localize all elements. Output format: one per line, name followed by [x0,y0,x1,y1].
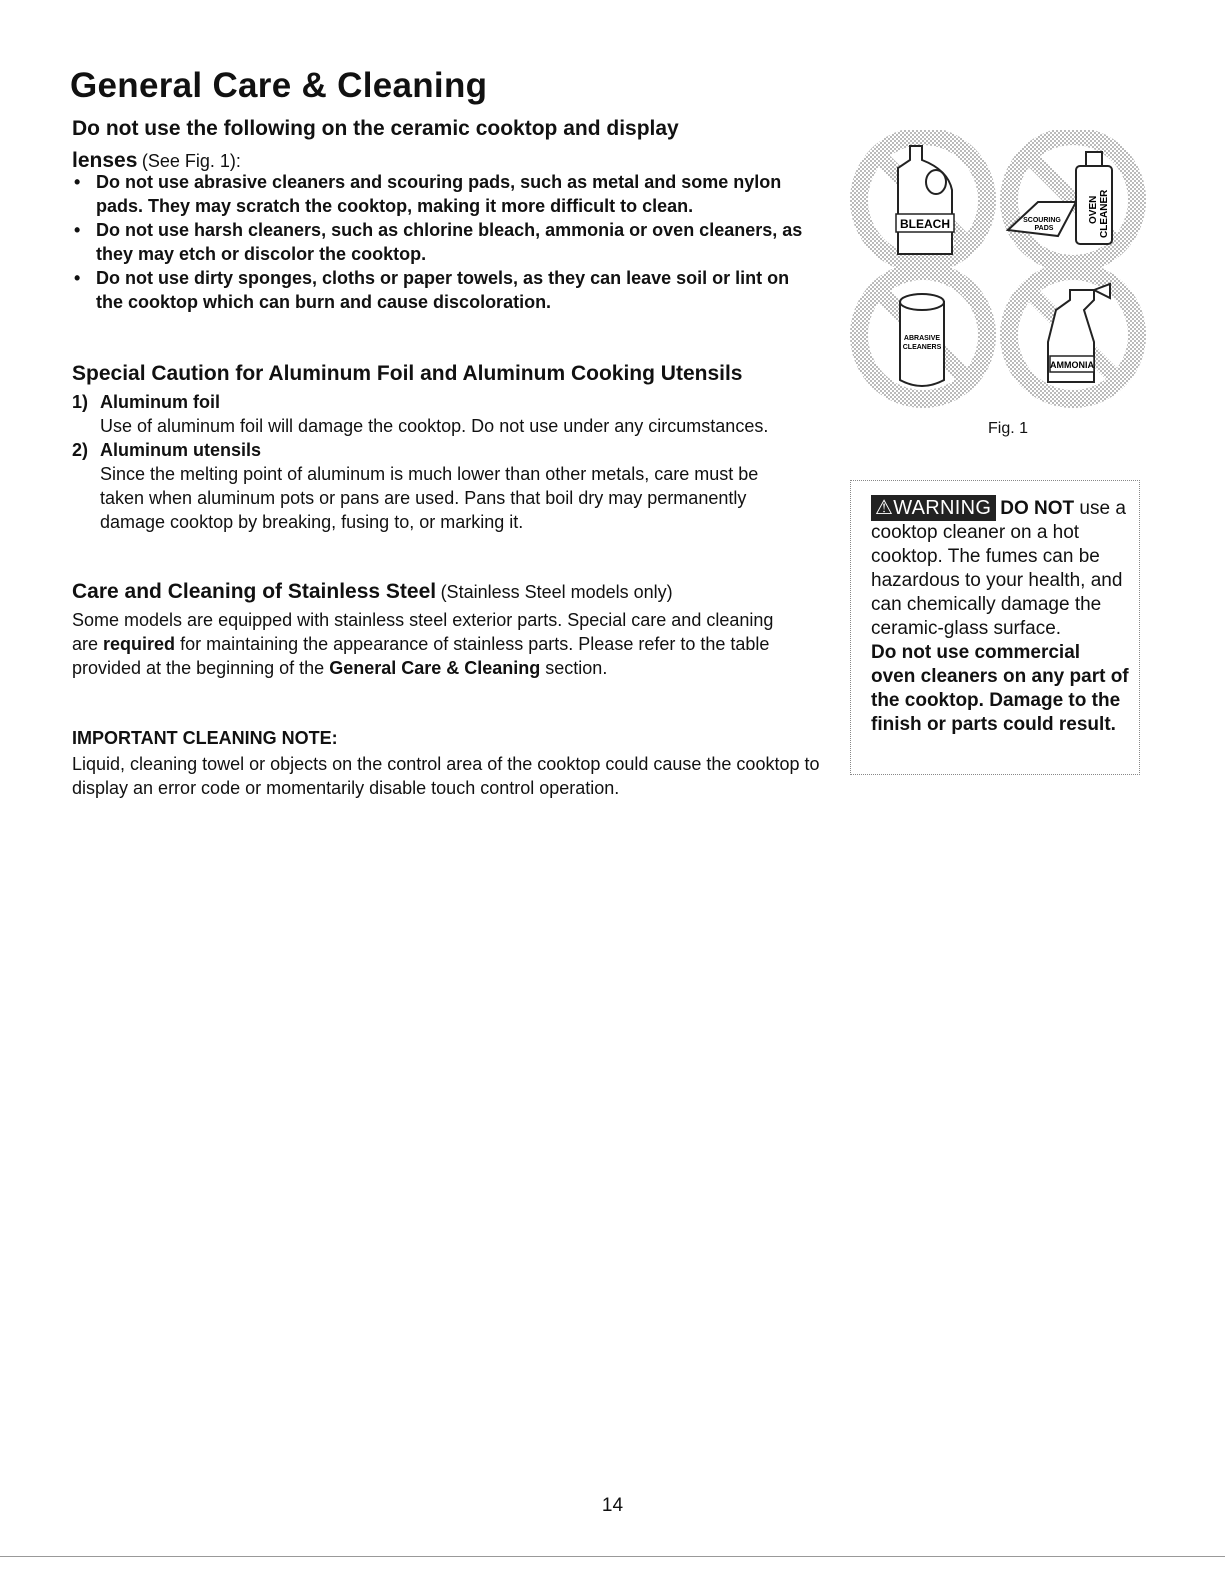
ammonia-label: AMMONIA [1050,360,1094,370]
heading-stainless-suffix: (Stainless Steel models only) [440,582,673,602]
warning-badge [871,495,996,521]
warning-badge-label: WARNING [893,497,992,519]
bullet-icon: • [74,268,81,288]
item-number: 2) [72,440,89,460]
warning-box [850,480,1140,775]
list-item [72,266,812,314]
bullet-text: Do not use dirty sponges, cloths or paper towels, as they can leave soil or lint on the cooktop which can burn and cause discoloration. [96,268,790,312]
bullet-icon: • [74,220,81,240]
heading-ceramic-line2: lenses [72,149,138,172]
pads-label: PADS [1034,225,1054,232]
bleach-label: BLEACH [900,217,950,231]
stainless-paragraph [72,608,792,680]
warning-bold-text: Do not use commercial oven cleaners on any part of the cooktop. Damage to the finish or parts could result. [871,642,1129,735]
list-item [72,170,812,218]
prohibited-abrasive-icon [859,271,987,399]
warning-text [871,495,1129,737]
page-title: General Care & Cleaning [70,66,488,105]
stainless-bold-section-name: General Care & Cleaning [329,658,541,678]
stainless-text-1: Some models are equipped with stainless steel exterior parts. Special care and cleaning are [72,610,774,654]
oven-label: OVEN [1088,195,1099,224]
warning-do-not: DO NOT [1000,498,1075,519]
aluminum-item-body: Since the melting point of aluminum is much lower than other metals, care must be taken when aluminum pots or pans are used. Pans that boil dry may permanently damage cooktop by breaking, fusing to, or marking it. [100,464,759,532]
prohibited-ammonia-icon [1009,271,1137,399]
page-bottom-rule [0,1556,1225,1557]
abrasive-label: ABRASIVE [903,335,941,342]
scouring-label: SCOURING [1023,217,1061,224]
stainless-text-2: for maintaining the appearance of stainless parts. Please refer to the table provided at the beginning of the [72,634,770,678]
bullet-text: Do not use abrasive cleaners and scouring pads, such as metal and some nylon pads. They may scratch the cooktop, making it more difficult to clean. [96,172,782,216]
section-heading-aluminum: Special Caution for Aluminum Foil and Aluminum Cooking Utensils [72,362,743,385]
bullet-text: Do not use harsh cleaners, such as chlorine bleach, ammonia or oven cleaners, as they may etch or discolor the cooktop. [96,220,803,264]
bleach-bottle-icon [896,146,954,254]
item-number: 1) [72,392,89,412]
ceramic-bullet-list [72,170,812,314]
abrasive-cleaner-can-icon [900,294,944,386]
aluminum-item-title [72,390,807,414]
item-title: Aluminum utensils [100,440,262,460]
section-heading-stainless [72,580,812,604]
list-item [72,218,812,266]
oven-cleaner-can-icon [1076,152,1112,244]
figure-caption: Fig. 1 [988,420,1029,437]
heading-stainless-text: Care and Cleaning of Stainless Steel [72,580,437,603]
warning-triangle-icon: ⚠ [875,497,894,519]
figure-prohibited-cleaners [848,130,1148,420]
aluminum-item-title [72,438,807,462]
aluminum-item-body: Use of aluminum foil will damage the cooktop. Do not use under any circumstances. [100,416,769,436]
stainless-text-3: section. [540,658,608,678]
prohibited-scouring-oven-icon [1008,136,1137,264]
section-heading-ceramic [72,114,832,178]
bullet-icon: • [74,172,81,192]
prohibited-bleach-icon [859,136,987,264]
cleaners-label: CLEANERS [902,344,942,351]
aluminum-list [72,390,807,534]
stainless-bold-required: required [103,634,176,654]
important-note-body: Liquid, cleaning towel or objects on the control area of the cooktop could cause the cooktop to display an error code or momentarily disable touch control operation. [72,754,820,798]
heading-ceramic-line1: Do not use the following on the ceramic cooktop and display [72,117,679,140]
page-number: 14 [601,1495,624,1516]
heading-ceramic-suffix: (See Fig. 1): [141,151,241,171]
important-note-heading: IMPORTANT CLEANING NOTE: [72,728,338,748]
warning-lead-text: use a cooktop cleaner on a hot cooktop. The fumes can be hazardous to your health, and can chemically damage the ceramic-glass surface. [871,498,1126,639]
item-title: Aluminum foil [100,392,220,412]
cleaner-label: CLEANER [1099,189,1110,238]
